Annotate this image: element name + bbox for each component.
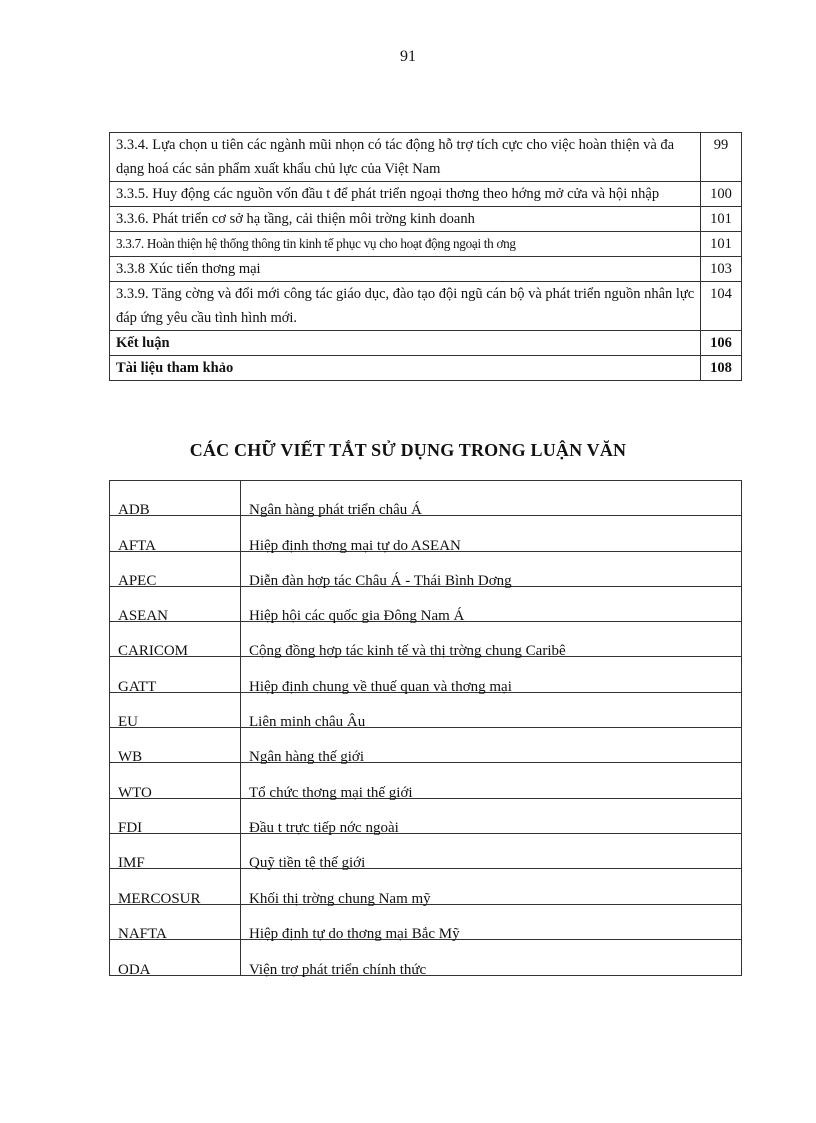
toc-entry-page: 99 [701, 133, 742, 182]
abbreviations-title: CÁC CHỮ VIẾT TẮT SỬ DỤNG TRONG LUẬN VĂN [189, 440, 627, 460]
abbreviation-meaning: Hiệp định thơng mại tự do ASEAN [249, 537, 461, 554]
abbreviation-meaning: Hiệp hội các quốc gia Đông Nam Á [249, 608, 465, 625]
toc-entry-title: 3.3.5. Huy động các nguồn vốn đầu t để phát triển ngoại thơng theo hớng mở cửa và hội nhập [110, 182, 701, 207]
abbreviation-row [110, 622, 741, 660]
abbreviations-table [109, 480, 742, 979]
toc-row[interactable] [110, 282, 742, 331]
abbreviation-code: CARICOM [118, 643, 189, 660]
abbreviation-code: IMF [118, 855, 145, 872]
page-number: 91 [400, 48, 416, 65]
toc-entry-page: 108 [701, 356, 742, 381]
abbreviation-meaning: Viện trợ phát triển chính thức [249, 962, 427, 979]
toc-entry-page: 103 [701, 257, 742, 282]
abbreviation-code: AFTA [118, 537, 156, 554]
abbreviation-row [110, 940, 741, 979]
abbreviation-meaning: Liên minh châu Âu [249, 714, 366, 731]
abbreviation-meaning: Hiệp định tự do thơng mại Bắc Mỹ [249, 925, 460, 942]
toc-row[interactable] [110, 207, 742, 232]
toc-entry-page: 100 [701, 182, 742, 207]
toc-entry-title: Tài liệu tham khảo [110, 356, 701, 381]
abbreviation-meaning: Ngân hàng phát triển châu Á [249, 502, 422, 519]
toc-row[interactable] [110, 232, 742, 257]
toc-entry-title: 3.3.4. Lựa chọn u tiên các ngành mũi nhọn có tác động hỗ trợ tích cực cho việc hoàn thiện và đa dạng hoá các sản phẩm xuất khẩu chủ lực của Việt Nam [110, 133, 701, 182]
abbreviation-row [110, 763, 741, 801]
toc-entry-page: 101 [701, 232, 742, 257]
abbreviation-row [110, 481, 741, 519]
abbreviation-meaning: Cộng đồng hợp tác kinh tế và thị trờng chung Caribê [249, 643, 566, 660]
toc-row[interactable] [110, 182, 742, 207]
toc-row[interactable] [110, 257, 742, 282]
abbreviation-meaning: Hiệp định chung về thuế quan và thơng mại [249, 678, 512, 695]
abbreviation-code: NAFTA [118, 925, 167, 942]
abbreviation-row [110, 799, 741, 834]
toc-entry-title: 3.3.9. Tăng cờng và đổi mới công tác giáo dục, đào tạo đội ngũ cán bộ và phát triển nguồn nhân lực đáp ứng yêu cầu tình hình mới. [110, 282, 701, 331]
toc-entry-title: Kết luận [110, 331, 701, 356]
abbreviation-meaning: Khối thị trờng chung Nam mỹ [249, 890, 431, 907]
toc-entry-page: 101 [701, 207, 742, 232]
abbreviation-code: GATT [118, 678, 157, 695]
abbreviation-code: ODA [118, 962, 151, 979]
toc-entry-title: 3.3.6. Phát triển cơ sở hạ tầng, cải thiện môi trờng kinh doanh [110, 207, 701, 232]
abbreviation-row [110, 587, 741, 625]
abbreviation-code: WB [118, 749, 143, 766]
toc-entry-title: 3.3.8 Xúc tiến thơng mại [110, 257, 701, 282]
abbreviation-row [110, 657, 741, 695]
abbreviation-code: EU [118, 714, 138, 731]
toc-row[interactable] [110, 331, 742, 356]
abbreviation-meaning: Ngân hàng thế giới [249, 749, 364, 766]
abbreviation-row [110, 552, 741, 587]
toc-entry-title: 3.3.7. Hoàn thiện hệ thống thông tin kinh tế phục vụ cho hoạt động ngoại th ơng [110, 232, 701, 257]
abbreviation-meaning: Diễn đàn hợp tác Châu Á - Thái Bình Dơng [249, 572, 512, 589]
toc-row[interactable] [110, 133, 742, 182]
abbreviation-row [110, 834, 741, 872]
abbreviation-row [110, 869, 741, 907]
abbreviation-row [110, 516, 741, 554]
abbreviation-code: APEC [118, 572, 157, 589]
table-of-contents [109, 132, 742, 381]
toc-entry-page: 104 [701, 282, 742, 331]
abbreviation-row [110, 905, 741, 940]
toc-row[interactable] [110, 356, 742, 381]
abbreviation-row [110, 728, 741, 766]
abbreviation-code: FDI [118, 819, 143, 836]
abbreviation-code: MERCOSUR [118, 890, 201, 907]
abbreviation-meaning: Quỹ tiền tệ thế giới [249, 855, 366, 872]
toc-entry-page: 106 [701, 331, 742, 356]
abbreviation-meaning: Tổ chức thơng mại thế giới [249, 784, 413, 801]
abbreviation-row [110, 693, 741, 731]
abbreviation-code: WTO [118, 784, 152, 801]
abbreviation-meaning: Đầu t trực tiếp nớc ngoài [249, 819, 399, 836]
abbreviation-code: ADB [118, 502, 150, 519]
abbreviation-code: ASEAN [118, 608, 169, 625]
